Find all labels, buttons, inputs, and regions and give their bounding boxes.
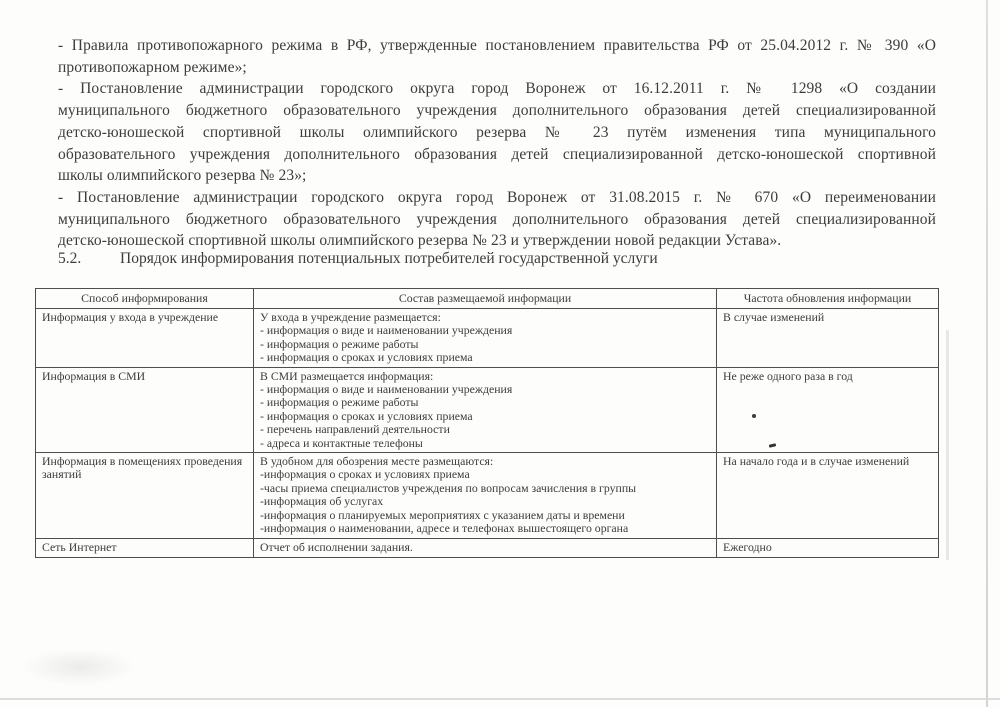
- scan-smudge-artifact: [22, 648, 137, 686]
- cell-content-line: -часы приема специалистов учреждения по вопросам зачисления в группы: [260, 480, 637, 495]
- scan-streak-artifact: [946, 330, 949, 560]
- cell-content-line: -информация о сроках и условиях приема: [260, 467, 470, 482]
- table-row: [36, 367, 939, 452]
- cell-method: Сеть Интернет: [36, 538, 254, 557]
- cell-content-line: У входа в учреждение размещается:: [260, 310, 441, 324]
- information-table: [35, 288, 939, 558]
- cell-content-line: -информация об услугах: [260, 494, 384, 509]
- section-number: 5.2.: [58, 250, 82, 267]
- cell-method: Информация в помещениях проведения занятий: [36, 453, 254, 538]
- cell-content-line: - информация о режиме работы: [260, 395, 419, 410]
- page-edge-bottom: [0, 698, 1000, 700]
- cell-content-line: - адреса и контактные телефоны: [260, 435, 423, 450]
- cell-content: [254, 538, 717, 557]
- table-header-row: [36, 289, 939, 309]
- cell-content-line: В удобном для обозрения месте размещаются:: [260, 454, 494, 469]
- column-header-method: Способ информирования: [36, 289, 254, 309]
- section-heading: [58, 250, 936, 268]
- table-row: [36, 309, 939, 368]
- cell-content-line: - информация о сроках и условиях приема: [260, 350, 473, 365]
- cell-content: [254, 309, 717, 368]
- paragraph-line: противопожарном режиме»;: [58, 58, 247, 76]
- column-header-frequency: Частота обновления информации: [717, 289, 939, 309]
- paragraph-line: - Правила противопожарного режима в РФ, утвержденные постановлением правительства РФ от 25.04.2012 г. № 390 «О: [58, 37, 936, 54]
- cell-method: Информация у входа в учреждение: [36, 309, 254, 368]
- cell-content-line: В СМИ размещается информация:: [260, 368, 434, 383]
- paragraph-line: школы олимпийского резерва № 23»;: [58, 167, 307, 185]
- page-edge-right: [986, 0, 988, 707]
- cell-content-line: - информация о виде и наименовании учреждения: [260, 382, 513, 397]
- table-row: [36, 453, 939, 538]
- cell-content-line: Отчет об исполнении задания.: [260, 539, 413, 554]
- paragraph-line: муниципального бюджетного образовательного учреждения дополнительного образования детей специализированной: [58, 102, 936, 120]
- cell-frequency: Ежегодно: [717, 538, 939, 557]
- cell-content: [254, 367, 717, 452]
- paragraph-line: образовательного учреждения дополнительного образования детей специализированной детско-юношеской спортивной: [58, 145, 936, 163]
- cell-content: [254, 453, 717, 538]
- paragraph-line: - Постановление администрации городского округа город Воронеж от 16.12.2011 г. № 1298 «О создании: [58, 80, 936, 98]
- regulations-text-block: [58, 35, 936, 252]
- table-row: [36, 538, 939, 557]
- paragraph-line: - Постановление администрации городского округа город Воронеж от 31.08.2015 г. № 670 «О переименовании: [58, 188, 936, 206]
- cell-method: Информация в СМИ: [36, 367, 254, 452]
- cell-content-line: - информация о режиме работы: [260, 336, 419, 351]
- paragraph-line: муниципального бюджетного образовательного учреждения дополнительного образования детей специализированной: [58, 210, 936, 228]
- column-header-content: Состав размещаемой информации: [254, 289, 717, 309]
- section-title: Порядок информирования потенциальных потребителей государственной услуги: [120, 250, 658, 267]
- paragraph-line: детско-юношеской спортивной школы олимпийского резерва № 23 и утверждении новой редакции Устава».: [58, 232, 782, 250]
- cell-content-line: -информация о планируемых мероприятиях с указанием даты и времени: [260, 507, 625, 522]
- cell-content-line: - информация о виде и наименовании учреждения: [260, 323, 513, 338]
- cell-content-line: - перечень направлений деятельности: [260, 422, 450, 437]
- cell-content-line: - информация о сроках и условиях приема: [260, 408, 473, 423]
- cell-content-line: -информация о наименовании, адресе и телефонах вышестоящего органа: [260, 521, 629, 536]
- cell-frequency: Не реже одного раза в год: [717, 367, 939, 452]
- ink-speck-artifact: [752, 414, 756, 418]
- cell-frequency: На начало года и в случае изменений: [717, 453, 939, 538]
- cell-frequency: В случае изменений: [717, 309, 939, 368]
- paragraph-line: детско-юношеской спортивной школы олимпийского резерва № 23 путём изменения типа муниципального: [58, 123, 936, 141]
